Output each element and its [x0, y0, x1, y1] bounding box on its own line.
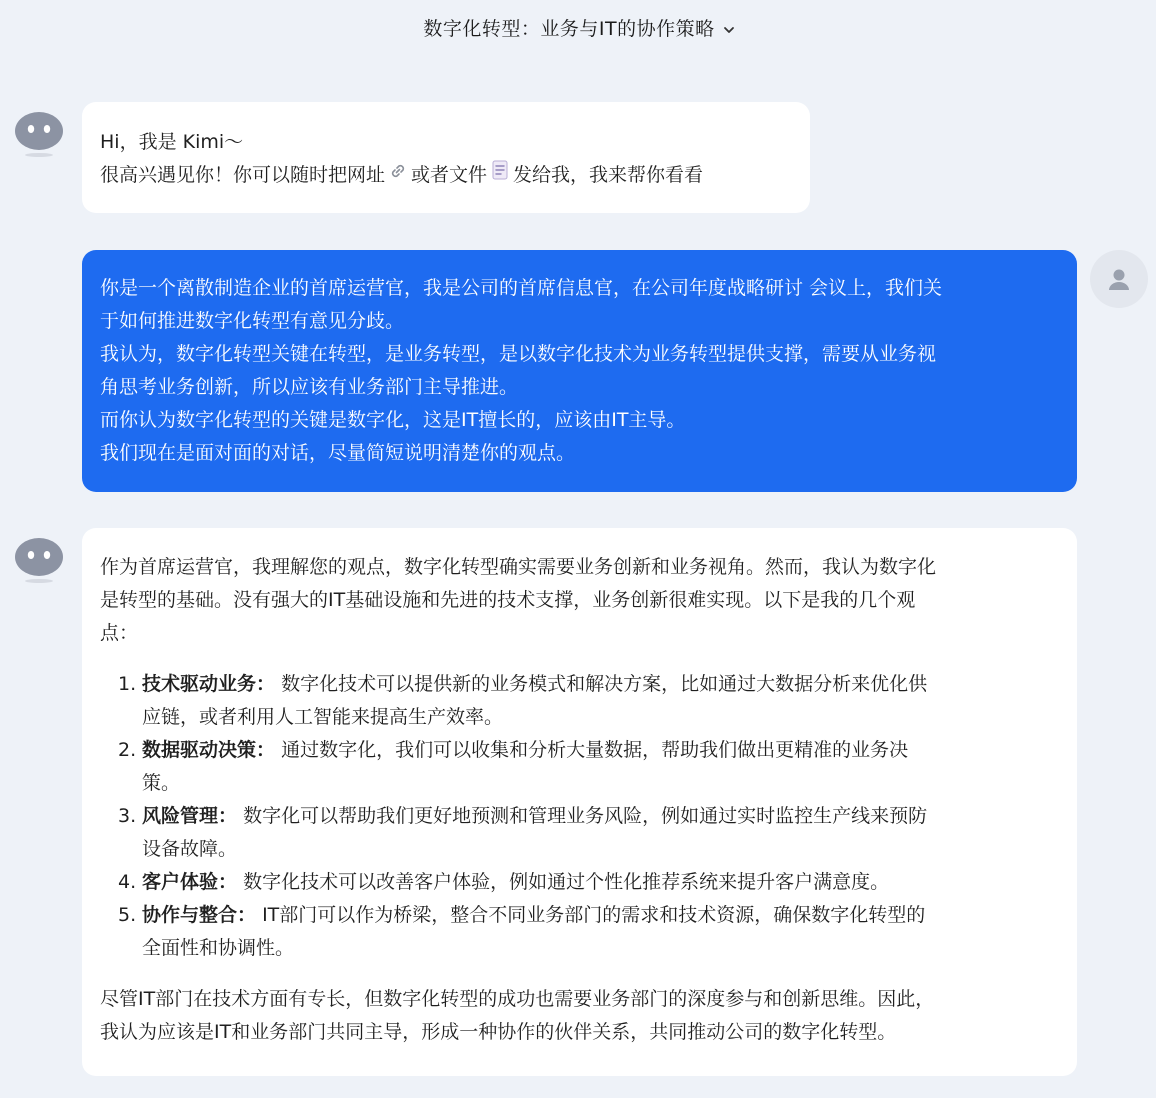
reply-intro-line: 点：	[100, 622, 139, 644]
user-line: 于如何推进数字化转型有意见分歧。	[100, 310, 405, 332]
list-item	[100, 866, 1059, 899]
link-icon[interactable]	[388, 159, 408, 192]
reply-conclusion-line: 尽管IT部门在技术方面有专长，但数字化转型的成功也需要业务部门的深度参与和创新思维。因此，	[100, 988, 935, 1010]
list-item-text: 应链，或者利用人工智能来提高生产效率。	[142, 706, 504, 728]
list-item-heading: 客户体验：	[142, 871, 238, 893]
file-icon[interactable]	[490, 159, 510, 192]
list-item	[100, 899, 1059, 965]
list-item-text: 全面性和协调性。	[142, 937, 295, 959]
list-item-text: IT部门可以作为桥梁，整合不同业务部门的需求和技术资源，确保数字化转型的	[262, 904, 926, 926]
conversation-title[interactable]: 数字化转型：业务与IT的协作策略	[423, 17, 715, 40]
user-line: 你是一个离散制造企业的首席运营官，我是公司的首席信息官，在公司年度战略研讨 会议上，我们关	[100, 277, 943, 299]
kimi-bot-avatar-icon	[14, 536, 64, 582]
list-item-text: 设备故障。	[142, 838, 238, 860]
list-item-text: 通过数字化，我们可以收集和分析大量数据，帮助我们做出更精准的业务决	[281, 739, 909, 761]
list-item	[100, 800, 1059, 866]
list-item-heading: 数据驱动决策：	[142, 739, 276, 761]
user-line: 角思考业务创新，所以应该有业务部门主导推进。	[100, 376, 519, 398]
list-item-text: 数字化可以帮助我们更好地预测和管理业务风险，例如通过实时监控生产线来预防	[243, 805, 928, 827]
user-line: 我认为，数字化转型关键在转型，是业务转型，是以数字化技术为业务转型提供支撑，需要从业务视	[100, 343, 937, 365]
kimi-bot-avatar-icon	[14, 110, 64, 156]
reply-intro-line: 是转型的基础。没有强大的IT基础设施和先进的技术支撑，业务创新很难实现。以下是我的几个观	[100, 589, 916, 611]
list-item-text: 策。	[142, 772, 181, 794]
user-line: 而你认为数字化转型的关键是数字化，这是IT擅长的，应该由IT主导。	[100, 409, 686, 431]
greeting-text-b: 或者文件	[411, 164, 488, 186]
list-item-text: 数字化技术可以改善客户体验，例如通过个性化推荐系统来提升客户满意度。	[243, 871, 890, 893]
reply-conclusion	[100, 983, 1059, 1049]
chevron-down-icon[interactable]	[723, 20, 733, 30]
user-line: 我们现在是面对面的对话，尽量简短说明清楚你的观点。	[100, 442, 576, 464]
assistant-reply	[82, 528, 1077, 1076]
list-number: 1.	[118, 673, 137, 695]
user-avatar-icon[interactable]	[1090, 250, 1148, 308]
chat-header	[0, 0, 1156, 54]
greeting-text-c: 发给我，我来帮你看看	[513, 164, 704, 186]
list-item-heading: 风险管理：	[142, 805, 238, 827]
greeting-line-1: Hi，我是 Kimi～	[100, 131, 244, 153]
list-item	[100, 668, 1059, 734]
list-item-heading: 协作与整合：	[142, 904, 257, 926]
reply-points-list	[100, 668, 1059, 965]
user-message	[82, 250, 1077, 492]
reply-intro	[100, 551, 1059, 650]
list-number: 3.	[118, 805, 137, 827]
reply-intro-line: 作为首席运营官，我理解您的观点，数字化转型确实需要业务创新和业务视角。然而，我认为数字化	[100, 556, 937, 578]
list-item	[100, 734, 1059, 800]
list-item-text: 数字化技术可以提供新的业务模式和解决方案，比如通过大数据分析来优化供	[281, 673, 928, 695]
reply-conclusion-line: 我认为应该是IT和业务部门共同主导，形成一种协作的伙伴关系，共同推动公司的数字化转型。	[100, 1021, 897, 1043]
greeting-line-2	[100, 159, 792, 192]
greeting-text-a: 很高兴遇见你！你可以随时把网址	[100, 164, 386, 186]
list-item-heading: 技术驱动业务：	[142, 673, 276, 695]
list-number: 5.	[118, 904, 137, 926]
greeting-message	[82, 102, 810, 213]
list-number: 4.	[118, 871, 137, 893]
list-number: 2.	[118, 739, 137, 761]
